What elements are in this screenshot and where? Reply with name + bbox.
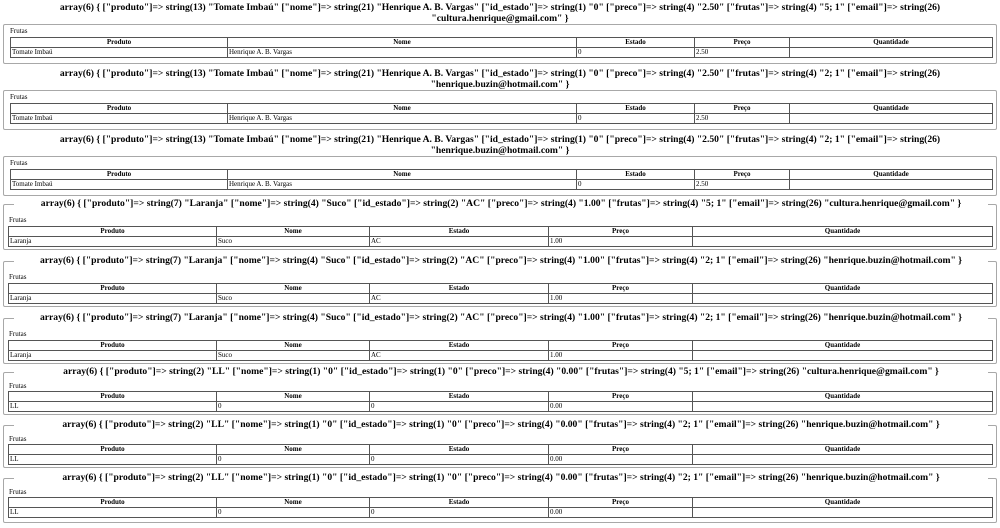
table-header-row xyxy=(11,38,993,48)
var-dump-line: array(6) { ["produto"]=> string(2) "LL" ["nome"]=> string(1) "0" ["id_estado"]=> string(1) "0" ["preco"]=> string(4) "0.00" ["frutas"]=> string(4) "2; 1" ["email"]=> string(26) "henrique.buzin@hotmail.com" } xyxy=(62,419,940,430)
header-produto: Produto xyxy=(11,38,228,48)
cell-preco: 0.00 xyxy=(549,402,693,412)
cell-preco: 2.50 xyxy=(695,48,790,58)
header-produto: Produto xyxy=(11,170,228,180)
table-row xyxy=(9,402,993,412)
cell-quantidade xyxy=(693,294,993,304)
cell-nome: 0 xyxy=(217,455,370,465)
cell-produto: Tomate Imbaú xyxy=(11,114,228,124)
table-caption: Frutas xyxy=(9,435,27,443)
var-dump-output xyxy=(14,198,988,209)
cell-estado: 0 xyxy=(577,48,695,58)
table-header-row xyxy=(9,498,993,508)
cell-nome: 0 xyxy=(217,402,370,412)
table-row xyxy=(11,114,993,124)
header-preco: Preço xyxy=(549,498,693,508)
table-row xyxy=(9,351,993,361)
cell-preco: 2.50 xyxy=(695,114,790,124)
var-dump-output xyxy=(14,255,988,266)
header-quantidade: Quantidade xyxy=(790,104,993,114)
var-dump-output xyxy=(0,68,1000,90)
table-header-row xyxy=(9,284,993,294)
cell-nome: Suco xyxy=(217,294,370,304)
cell-quantidade xyxy=(693,455,993,465)
var-dump-line: array(6) { ["produto"]=> string(7) "Laranja" ["nome"]=> string(4) "Suco" ["id_estado"]=> string(2) "AC" ["preco"]=> string(4) "1.00" ["frutas"]=> string(4) "2; 1" ["email"]=> string(26) "henrique.buzin@hotmail.com" } xyxy=(39,255,963,266)
table-header-row xyxy=(9,392,993,402)
cell-produto: Laranja xyxy=(9,294,217,304)
header-nome: Nome xyxy=(217,445,370,455)
cell-quantidade xyxy=(693,237,993,247)
cell-preco: 1.00 xyxy=(549,294,693,304)
header-produto: Produto xyxy=(9,392,217,402)
cell-estado: 0 xyxy=(370,508,549,518)
header-quantidade: Quantidade xyxy=(693,341,993,351)
cell-preco: 0.00 xyxy=(549,508,693,518)
header-quantidade: Quantidade xyxy=(790,170,993,180)
table-row xyxy=(9,455,993,465)
header-nome: Nome xyxy=(217,227,370,237)
cell-quantidade xyxy=(693,402,993,412)
var-dump-line: array(6) { ["produto"]=> string(7) "Laranja" ["nome"]=> string(4) "Suco" ["id_estado"]=> string(2) "AC" ["preco"]=> string(4) "1.00" ["frutas"]=> string(4) "2; 1" ["email"]=> string(26) "henrique.buzin@hotmail.com" } xyxy=(39,312,963,323)
cell-produto: Laranja xyxy=(9,351,217,361)
header-preco: Preço xyxy=(549,341,693,351)
header-estado: Estado xyxy=(370,392,549,402)
frutas-fieldset xyxy=(3,24,997,64)
header-quantidade: Quantidade xyxy=(693,284,993,294)
cell-nome: 0 xyxy=(217,508,370,518)
var-dump-output xyxy=(14,419,988,430)
var-dump-line: "henrique.buzin@hotmail.com" } xyxy=(430,79,570,90)
table-row xyxy=(9,294,993,304)
header-preco: Preço xyxy=(695,104,790,114)
header-preco: Preço xyxy=(549,392,693,402)
frutas-fieldset xyxy=(3,472,997,523)
cell-estado: 0 xyxy=(370,402,549,412)
cell-nome: Suco xyxy=(217,351,370,361)
table-row xyxy=(9,508,993,518)
header-preco: Preço xyxy=(549,445,693,455)
header-produto: Produto xyxy=(9,284,217,294)
table-caption: Frutas xyxy=(9,216,27,224)
cell-estado: AC xyxy=(370,351,549,361)
cell-nome: Henrique A. B. Vargas xyxy=(228,180,577,190)
header-nome: Nome xyxy=(217,284,370,294)
cell-quantidade xyxy=(790,180,993,190)
table-row xyxy=(11,48,993,58)
entry-block xyxy=(0,68,1000,90)
header-estado: Estado xyxy=(370,227,549,237)
header-produto: Produto xyxy=(11,104,228,114)
cell-produto: LL xyxy=(9,402,217,412)
table-row xyxy=(9,237,993,247)
cell-produto: LL xyxy=(9,508,217,518)
table-caption: Frutas xyxy=(10,93,28,101)
frutas-fieldset xyxy=(3,156,997,196)
frutas-table xyxy=(8,497,993,518)
header-quantidade: Quantidade xyxy=(790,38,993,48)
cell-preco: 1.00 xyxy=(549,237,693,247)
cell-quantidade xyxy=(790,114,993,124)
header-produto: Produto xyxy=(9,341,217,351)
cell-nome: Suco xyxy=(217,237,370,247)
frutas-table xyxy=(8,340,993,361)
cell-produto: LL xyxy=(9,455,217,465)
cell-preco: 2.50 xyxy=(695,180,790,190)
header-estado: Estado xyxy=(370,341,549,351)
header-produto: Produto xyxy=(9,445,217,455)
header-produto: Produto xyxy=(9,227,217,237)
table-header-row xyxy=(11,104,993,114)
cell-estado: AC xyxy=(370,294,549,304)
table-caption: Frutas xyxy=(10,159,28,167)
cell-quantidade xyxy=(693,351,993,361)
var-dump-line: "cultura.henrique@gmail.com" } xyxy=(431,13,569,24)
var-dump-output xyxy=(14,312,988,323)
var-dump-line: array(6) { ["produto"]=> string(2) "LL" ["nome"]=> string(1) "0" ["id_estado"]=> string(1) "0" ["preco"]=> string(4) "0.00" ["frutas"]=> string(4) "5; 1" ["email"]=> string(26) "cultura.henrique@gmail.com" } xyxy=(63,366,939,377)
header-preco: Preço xyxy=(695,38,790,48)
frutas-table xyxy=(8,391,993,412)
var-dump-output xyxy=(0,2,1000,24)
table-caption: Frutas xyxy=(9,382,27,390)
var-dump-output xyxy=(14,472,988,483)
header-estado: Estado xyxy=(577,38,695,48)
table-header-row xyxy=(9,227,993,237)
table-caption: Frutas xyxy=(9,330,27,338)
frutas-table xyxy=(10,37,993,58)
table-caption: Frutas xyxy=(10,27,28,35)
frutas-fieldset xyxy=(3,255,997,307)
table-header-row xyxy=(9,445,993,455)
header-nome: Nome xyxy=(217,498,370,508)
frutas-fieldset xyxy=(3,198,997,250)
cell-produto: Tomate Imbaú xyxy=(11,48,228,58)
cell-preco: 0.00 xyxy=(549,455,693,465)
frutas-table xyxy=(8,226,993,247)
table-header-row xyxy=(11,170,993,180)
cell-estado: 0 xyxy=(370,455,549,465)
header-nome: Nome xyxy=(217,341,370,351)
var-dump-line: "henrique.buzin@hotmail.com" } xyxy=(430,145,570,156)
var-dump-line: array(6) { ["produto"]=> string(13) "Tomate Imbaú" ["nome"]=> string(21) "Henrique A. B. Vargas" ["id_estado"]=> string(1) "0" ["preco"]=> string(4) "2.50" ["frutas"]=> string(4) "2; 1" ["email"]=> string(26) xyxy=(59,68,941,79)
frutas-table xyxy=(10,103,993,124)
frutas-table xyxy=(8,283,993,304)
header-nome: Nome xyxy=(217,392,370,402)
cell-nome: Henrique A. B. Vargas xyxy=(228,48,577,58)
var-dump-line: array(6) { ["produto"]=> string(2) "LL" ["nome"]=> string(1) "0" ["id_estado"]=> string(1) "0" ["preco"]=> string(4) "0.00" ["frutas"]=> string(4) "2; 1" ["email"]=> string(26) "henrique.buzin@hotmail.com" } xyxy=(62,472,940,483)
cell-preco: 1.00 xyxy=(549,351,693,361)
header-preco: Preço xyxy=(695,170,790,180)
cell-estado: AC xyxy=(370,237,549,247)
header-quantidade: Quantidade xyxy=(693,227,993,237)
cell-estado: 0 xyxy=(577,114,695,124)
cell-quantidade xyxy=(790,48,993,58)
header-estado: Estado xyxy=(370,498,549,508)
frutas-table xyxy=(10,169,993,190)
header-quantidade: Quantidade xyxy=(693,445,993,455)
var-dump-output xyxy=(14,366,988,377)
frutas-fieldset xyxy=(3,312,997,364)
table-header-row xyxy=(9,341,993,351)
cell-quantidade xyxy=(693,508,993,518)
header-preco: Preço xyxy=(549,284,693,294)
header-nome: Nome xyxy=(228,38,577,48)
header-estado: Estado xyxy=(577,104,695,114)
var-dump-line: array(6) { ["produto"]=> string(7) "Laranja" ["nome"]=> string(4) "Suco" ["id_estado"]=> string(2) "AC" ["preco"]=> string(4) "1.00" ["frutas"]=> string(4) "5; 1" ["email"]=> string(26) "cultura.henrique@gmail.com" } xyxy=(40,198,962,209)
frutas-table xyxy=(8,444,993,465)
header-quantidade: Quantidade xyxy=(693,392,993,402)
frutas-fieldset xyxy=(3,90,997,130)
cell-produto: Tomate Imbaú xyxy=(11,180,228,190)
cell-estado: 0 xyxy=(577,180,695,190)
entry-block xyxy=(0,2,1000,24)
header-estado: Estado xyxy=(370,445,549,455)
table-row xyxy=(11,180,993,190)
table-caption: Frutas xyxy=(9,273,27,281)
cell-produto: Laranja xyxy=(9,237,217,247)
header-estado: Estado xyxy=(577,170,695,180)
header-nome: Nome xyxy=(228,104,577,114)
var-dump-output xyxy=(0,134,1000,156)
frutas-fieldset xyxy=(3,366,997,415)
var-dump-line: array(6) { ["produto"]=> string(13) "Tomate Imbaú" ["nome"]=> string(21) "Henrique A. B. Vargas" ["id_estado"]=> string(1) "0" ["preco"]=> string(4) "2.50" ["frutas"]=> string(4) "5; 1" ["email"]=> string(26) xyxy=(59,2,941,13)
header-estado: Estado xyxy=(370,284,549,294)
frutas-fieldset xyxy=(3,419,997,468)
table-caption: Frutas xyxy=(9,488,27,496)
header-preco: Preço xyxy=(549,227,693,237)
cell-nome: Henrique A. B. Vargas xyxy=(228,114,577,124)
var-dump-line: array(6) { ["produto"]=> string(13) "Tomate Imbaú" ["nome"]=> string(21) "Henrique A. B. Vargas" ["id_estado"]=> string(1) "0" ["preco"]=> string(4) "2.50" ["frutas"]=> string(4) "2; 1" ["email"]=> string(26) xyxy=(59,134,941,145)
header-produto: Produto xyxy=(9,498,217,508)
header-quantidade: Quantidade xyxy=(693,498,993,508)
header-nome: Nome xyxy=(228,170,577,180)
entry-block xyxy=(0,134,1000,156)
